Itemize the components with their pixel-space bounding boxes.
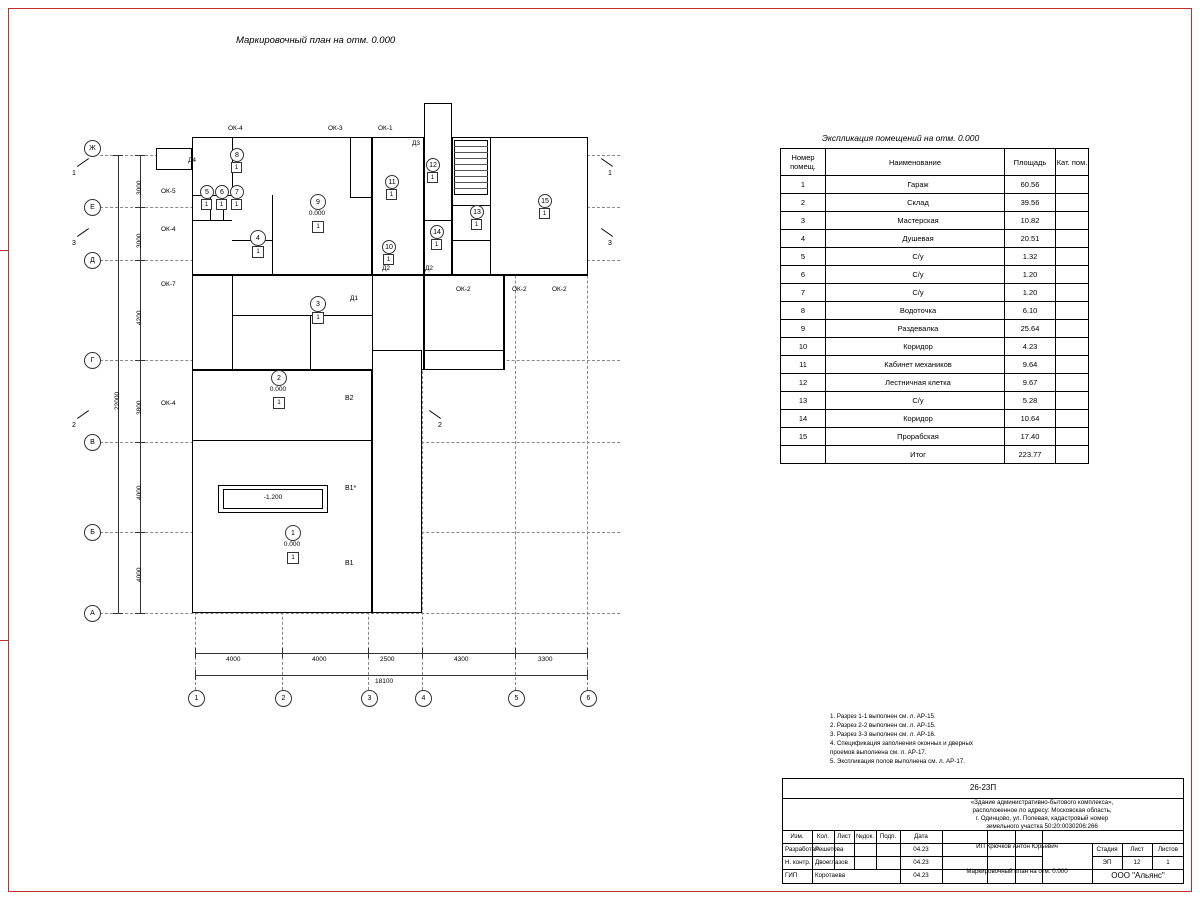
table-row [781, 194, 1089, 212]
header-category: Кат. пом. [1056, 149, 1089, 176]
floor-tag-10: 1 [383, 254, 394, 265]
floor-tag-9: 1 [312, 221, 324, 233]
cell-number: 4 [781, 230, 826, 248]
table-row [781, 248, 1089, 266]
stamp-date-2: 04.23 [913, 858, 929, 866]
notes-block [830, 712, 973, 766]
level-mark-2: 0.000 [269, 386, 287, 393]
stamp-sheets-header: Листов [1157, 845, 1179, 853]
note-line: 5. Экспликация полов выполнена см. л. АР-17. [830, 758, 965, 765]
section-mark-3-right: 3 [608, 240, 612, 247]
cell-name: Лестничная клетка [826, 374, 1005, 392]
floor-tag-5: 1 [201, 199, 212, 210]
cell-cat [1056, 320, 1089, 338]
room-bubble-5: 5 [200, 185, 214, 199]
window-label-ok1: ОК-1 [378, 125, 393, 132]
cell-name: Водоточка [826, 302, 1005, 320]
cell-cat [1056, 356, 1089, 374]
cell-number: 3 [781, 212, 826, 230]
stamp-object-line-4: земельного участка 50:20:0030206:266 [986, 822, 1098, 830]
floor-tag-14: 1 [431, 239, 442, 250]
window-label-ok3: ОК-3 [328, 125, 343, 132]
cell-area: 10.64 [1005, 410, 1056, 428]
table-row-total [781, 446, 1089, 464]
dim-v-5: 4000 [136, 485, 143, 500]
cell-name: Склад [826, 194, 1005, 212]
dim-v-2: 3000 [136, 233, 143, 248]
axis-bubble-zh: Ж [84, 140, 101, 157]
dim-h-3: 2500 [380, 656, 395, 663]
cell-name: С/у [826, 248, 1005, 266]
cell-name: Прорабская [826, 428, 1005, 446]
cell-cat [1056, 266, 1089, 284]
cell-cat [1056, 302, 1089, 320]
axis-bubble-4: 4 [415, 690, 432, 707]
cell-area: 223.77 [1005, 446, 1056, 464]
cell-area: 1.32 [1005, 248, 1056, 266]
stamp-date-1: 04.23 [913, 845, 929, 853]
dim-v-4: 3800 [136, 400, 143, 415]
label-b1-star: В1* [345, 485, 357, 492]
cell-name: С/у [826, 266, 1005, 284]
cell-number: 15 [781, 428, 826, 446]
cell-area: 39.56 [1005, 194, 1056, 212]
stamp-drawing-name: Маркировочный план на отм. 0.000 [966, 868, 1068, 875]
table-row [781, 356, 1089, 374]
axis-bubble-3: 3 [361, 690, 378, 707]
cell-cat [1056, 428, 1089, 446]
cell-cat [1056, 284, 1089, 302]
note-line: 4. Спецификация заполнения оконных и дверных [830, 740, 973, 747]
door-label-d4: Д4 [188, 157, 197, 164]
stamp-col-list: Лист [837, 832, 851, 840]
stamp-sheets-value: 1 [1166, 858, 1170, 866]
table-row [781, 266, 1089, 284]
door-label-d2-1: Д2 [382, 265, 391, 272]
room-bubble-1: 1 [285, 525, 301, 541]
stamp-col-izm: Изм. [790, 832, 804, 840]
axis-bubble-2: 2 [275, 690, 292, 707]
explication-title: Экспликация помещений на отм. 0.000 [822, 133, 980, 143]
cell-name: С/у [826, 392, 1005, 410]
section-mark-2-right: 2 [438, 422, 442, 429]
window-label-ok2-2: ОК-2 [512, 286, 527, 293]
table-row [781, 374, 1089, 392]
section-mark-1-left: 1 [72, 170, 76, 177]
cell-area: 25.64 [1005, 320, 1056, 338]
axis-bubble-5: 5 [508, 690, 525, 707]
room-bubble-15: 15 [538, 194, 552, 208]
door-label-d3: Д3 [412, 140, 421, 147]
cell-number [781, 446, 826, 464]
stamp-role-2: Н. контр. [785, 858, 811, 866]
door-label-d2-2: Д2 [425, 265, 434, 272]
room-bubble-4: 4 [250, 230, 266, 246]
label-b1: В1 [345, 560, 354, 567]
header-area: Площадь [1005, 149, 1056, 176]
floor-tag-2: 1 [273, 397, 285, 409]
cell-area: 5.28 [1005, 392, 1056, 410]
note-line: 1. Разрез 1-1 выполнен см. л. АР-15. [830, 713, 936, 720]
stamp-object-line-3: г. Одинцово, ул. Полевая, кадастровый номер [975, 814, 1109, 822]
stamp-company: ООО "Альянс" [1111, 871, 1165, 880]
window-label-ok4-left2: ОК-4 [161, 400, 176, 407]
stamp-role-3: ГИП [785, 871, 798, 879]
header-name: Наименование [826, 149, 1005, 176]
floor-tag-7: 1 [231, 199, 242, 210]
axis-bubble-e: Е [84, 199, 101, 216]
table-row [781, 428, 1089, 446]
axis-bubble-g: Г [84, 352, 101, 369]
door-label-d1: Д1 [350, 295, 359, 302]
cell-cat [1056, 338, 1089, 356]
cell-number: 5 [781, 248, 826, 266]
room-bubble-11: 11 [385, 175, 399, 189]
cell-name: Кабинет механиков [826, 356, 1005, 374]
stamp-name-2: Двоеглазов [815, 858, 848, 866]
cell-number: 9 [781, 320, 826, 338]
stamp-object-line-2: расположенное по адресу: Московская область, [972, 806, 1112, 814]
floor-tag-4: 1 [252, 246, 264, 258]
floor-tag-13: 1 [471, 219, 482, 230]
floor-tag-3: 1 [312, 312, 324, 324]
note-line: 2. Разрез 2-2 выполнен см. л. АР-15. [830, 722, 936, 729]
label-b2: В2 [345, 395, 354, 402]
table-row [781, 320, 1089, 338]
cell-number: 2 [781, 194, 826, 212]
cell-number: 13 [781, 392, 826, 410]
dim-h-2: 4000 [312, 656, 327, 663]
stamp-col-data: Дата [914, 832, 928, 840]
cell-cat [1056, 176, 1089, 194]
floor-tag-11: 1 [386, 189, 397, 200]
cell-cat [1056, 374, 1089, 392]
cell-name: Душевая [826, 230, 1005, 248]
floor-tag-8: 1 [231, 162, 242, 173]
cell-name: С/у [826, 284, 1005, 302]
cell-number: 6 [781, 266, 826, 284]
room-bubble-7: 7 [230, 185, 244, 199]
axis-bubble-b: Б [84, 524, 101, 541]
axis-bubble-1: 1 [188, 690, 205, 707]
dim-h-5: 3300 [538, 656, 553, 663]
window-label-ok2-3: ОК-2 [552, 286, 567, 293]
floor-tag-15: 1 [539, 208, 550, 219]
stamp-sheet-value: 12 [1133, 858, 1141, 866]
plan-title: Маркировочный план на отм. 0.000 [236, 35, 396, 46]
stamp-date-3: 04.23 [913, 871, 929, 879]
stamp-col-kol: Кол. [816, 832, 830, 840]
header-number: Номер помещ. [781, 149, 826, 176]
cell-number: 7 [781, 284, 826, 302]
stamp-col-ndok: №док. [855, 832, 875, 840]
cell-area: 1.20 [1005, 266, 1056, 284]
cell-name: Мастерская [826, 212, 1005, 230]
cell-name: Итог [826, 446, 1005, 464]
axis-bubble-6: 6 [580, 690, 597, 707]
table-row [781, 410, 1089, 428]
note-line: проемов выполнена см. л. АР-17. [830, 749, 927, 756]
table-row [781, 176, 1089, 194]
cell-number: 10 [781, 338, 826, 356]
section-mark-1-right: 1 [608, 170, 612, 177]
table-header-row [781, 149, 1089, 176]
cell-number: 11 [781, 356, 826, 374]
stamp-stage-value: ЭП [1102, 858, 1112, 866]
room-bubble-6: 6 [215, 185, 229, 199]
cell-name: Коридор [826, 338, 1005, 356]
room-bubble-12: 12 [426, 158, 440, 172]
cell-name: Гараж [826, 176, 1005, 194]
title-block [782, 778, 1184, 884]
cell-number: 14 [781, 410, 826, 428]
level-mark-1: 0.000 [283, 541, 301, 548]
floor-plan [60, 100, 760, 720]
cell-number: 1 [781, 176, 826, 194]
sheet-edge-tick-bottom [0, 640, 8, 641]
cell-name: Коридор [826, 410, 1005, 428]
section-mark-3-left: 3 [72, 240, 76, 247]
window-label-ok5: ОК-5 [161, 188, 176, 195]
room-bubble-14: 14 [430, 225, 444, 239]
room-bubble-10: 10 [382, 240, 396, 254]
room-bubble-8: 8 [230, 148, 244, 162]
cell-number: 12 [781, 374, 826, 392]
stamp-name-1: Решетова [815, 845, 844, 853]
dim-v-total: 22000 [114, 391, 121, 410]
window-label-ok4-left: ОК-4 [161, 226, 176, 233]
table-row [781, 230, 1089, 248]
stamp-name-3: Коротаева [815, 871, 846, 879]
room-bubble-3: 3 [310, 296, 326, 312]
dim-h-4: 4300 [454, 656, 469, 663]
stamp-customer: ИП Крючков Антон Юрьевич [976, 843, 1058, 850]
floor-tag-1: 1 [287, 552, 299, 564]
cell-area: 6.10 [1005, 302, 1056, 320]
room-bubble-9: 9 [310, 194, 326, 210]
axis-bubble-a: А [84, 605, 101, 622]
cell-cat [1056, 212, 1089, 230]
window-label-ok2-1: ОК-2 [456, 286, 471, 293]
note-line: 3. Разрез 3-3 выполнен см. л. АР-16. [830, 731, 936, 738]
cell-area: 4.23 [1005, 338, 1056, 356]
axis-bubble-v: В [84, 434, 101, 451]
cell-cat [1056, 230, 1089, 248]
table-row [781, 338, 1089, 356]
cell-area: 20.51 [1005, 230, 1056, 248]
dim-v-3: 4200 [136, 310, 143, 325]
stamp-object-line-1: «Здание административно-бытового комплекса», [970, 798, 1114, 806]
stamp-stage-header: Стадия [1096, 845, 1118, 853]
dim-h-1: 4000 [226, 656, 241, 663]
stamp-sheet-header: Лист [1130, 845, 1144, 853]
cell-area: 17.40 [1005, 428, 1056, 446]
cell-cat [1056, 446, 1089, 464]
window-label-ok7: ОК-7 [161, 281, 176, 288]
cell-area: 10.82 [1005, 212, 1056, 230]
level-mark-9: 0.000 [308, 210, 326, 217]
cell-area: 9.67 [1005, 374, 1056, 392]
cell-area: 9.64 [1005, 356, 1056, 374]
room-bubble-2: 2 [271, 370, 287, 386]
cell-number: 8 [781, 302, 826, 320]
table-row [781, 284, 1089, 302]
cell-cat [1056, 410, 1089, 428]
cell-cat [1056, 194, 1089, 212]
room-bubble-13: 13 [470, 205, 484, 219]
cell-name: Раздевалка [826, 320, 1005, 338]
stamp-col-podp: Подп. [879, 832, 897, 840]
cell-area: 60.56 [1005, 176, 1056, 194]
dim-v-1: 3000 [136, 180, 143, 195]
explication-table [780, 148, 1089, 464]
axis-bubble-d: Д [84, 252, 101, 269]
table-row [781, 392, 1089, 410]
table-row [781, 212, 1089, 230]
cell-cat [1056, 392, 1089, 410]
stamp-code: 26-23П [969, 783, 997, 792]
floor-tag-12: 1 [427, 172, 438, 183]
cell-cat [1056, 248, 1089, 266]
dim-h-total: 18100 [375, 678, 394, 685]
cell-area: 1.20 [1005, 284, 1056, 302]
section-mark-2-left: 2 [72, 422, 76, 429]
table-row [781, 302, 1089, 320]
stamp-role-1: Разработал [785, 845, 819, 853]
dim-v-6: 4000 [136, 567, 143, 582]
level-mark-pit: -1.200 [263, 494, 283, 501]
window-label-ok4-top: ОК-4 [228, 125, 243, 132]
sheet-edge-tick-top [0, 250, 8, 251]
floor-tag-6: 1 [216, 199, 227, 210]
